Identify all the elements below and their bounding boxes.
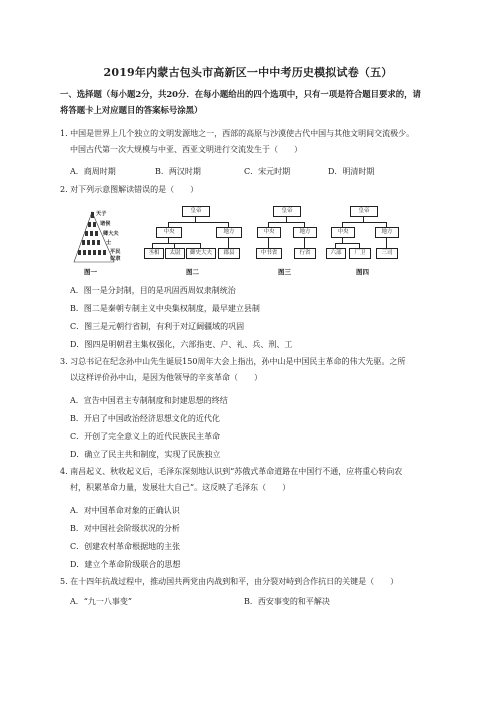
fig3-province: 行省 (294, 248, 316, 259)
figure-4-caption: 图四 (356, 268, 369, 276)
question-4-option-b: B．对中国社会阶级状况的分析 (70, 524, 180, 533)
fig4-three-offices: 三司 (376, 248, 398, 259)
question-1-option-d: D．明清时期 (328, 167, 375, 176)
fig2-central: 中央 (156, 227, 182, 238)
question-3 (60, 354, 450, 386)
question-1-option-b: B．两汉时期 (155, 167, 201, 176)
fig3-secretariat: 中书省 (256, 248, 282, 259)
question-4-stem-line1: 4. 南昌起义、秋收起义后，毛泽东深刻地认识到“苏俄式革命道路在中国行不通，应将重心转向农 (60, 467, 403, 476)
figure-1-feudal-pyramid (70, 206, 140, 278)
question-3-stem-line1: 3. 习总书记在纪念孙中山先生诞辰150周年大会上指出，孙中山是中国民主革命的伟大先驱。之所 (60, 357, 406, 366)
question-3-option-b: B．开启了中国政治经济思想文化的近代化 (70, 414, 220, 423)
section-heading-line1: 一、选择题（每小题2分，共20分．在每小题给出的四个选项中，只有一项是符合题目要求的，请 (60, 89, 421, 99)
fig4-six-ministries: 六部 (326, 248, 346, 259)
section-heading-line2: 将答题卡上对应题目的答案标号涂黑） (60, 105, 203, 115)
question-5-stem: 5. 在十四年抗战过程中，推动国共两党由内战到和平，由分裂对峙到合作抗日的关键是（ ） (60, 577, 399, 586)
question-4-option-d: D．建立个革命阶级联合的思想 (70, 560, 181, 569)
fig3-local: 地方 (293, 227, 317, 238)
pyramid-level-6: 奴隶 (110, 256, 121, 262)
question-2-option-d: D．图四是明朝君主集权强化，六部指吏、户、礼、兵、刑、工 (70, 340, 293, 349)
fig4-factory-guard: 厂卫 (349, 248, 371, 259)
question-5-option-b: B．西安事变的和平解决 (244, 597, 330, 606)
question-4-option-c: C．创建农村革命根据地的主张 (70, 542, 181, 551)
question-4-stem-line2: 村，积累革命力量，发展壮大自己”。这反映了毛泽东（ ） (70, 483, 291, 492)
section-heading (60, 86, 450, 118)
question-5 (60, 574, 450, 590)
figure-4-ming-system (328, 206, 400, 278)
fig3-central: 中央 (257, 227, 281, 238)
pyramid-level-2: 诸侯 (100, 221, 111, 227)
question-4 (60, 464, 450, 496)
fig2-censor: 御史大夫 (186, 248, 216, 259)
pyramid-level-5: 平民 (110, 249, 121, 255)
fig4-emperor: 皇帝 (350, 206, 378, 217)
diagram-row (70, 206, 400, 278)
figure-3-yuan-system (256, 206, 318, 278)
figure-1-caption: 图一 (84, 268, 97, 276)
question-2-stem: 2. 对下列示意图解读错误的是（ ） (60, 185, 199, 194)
question-1 (60, 126, 450, 158)
page-title: 2019年内蒙古包头市高新区一中中考历史模拟试卷（五） (103, 66, 393, 79)
question-1-option-a: A．商周时期 (70, 167, 116, 176)
pyramid-level-4: 士 (106, 240, 112, 246)
fig2-chancellor: 丞相 (144, 248, 164, 259)
fig4-local: 地方 (375, 227, 399, 238)
figure-2-qin-system (146, 206, 246, 278)
question-3-option-c: C．开创了完全意义上的近代民族民主革命 (70, 432, 221, 441)
fig2-prefecture: 郡县 (218, 248, 240, 259)
fig2-local: 地方 (216, 227, 242, 238)
question-1-option-c: C．宋元时期 (244, 167, 291, 176)
question-2-option-c: C．图三是元朝行省制，有利于对辽阔疆域的巩固 (70, 322, 245, 331)
fig3-emperor: 皇帝 (273, 206, 301, 217)
question-3-option-d: D．确立了民主共和制度，实现了民族独立 (70, 450, 221, 459)
question-2-option-b: B．图二是秦朝专制主义中央集权制度，最早建立县制 (70, 304, 260, 313)
fig4-central: 中央 (331, 227, 355, 238)
fig2-taiwei: 太尉 (165, 248, 185, 259)
figure-3-caption: 图三 (278, 268, 291, 276)
question-3-stem-line2: 以这样评价孙中山，是因为他领导的辛亥革命（ ） (70, 373, 262, 382)
question-2 (60, 182, 450, 198)
question-4-option-a: A．对中国革命对象的正确认识 (70, 506, 180, 515)
pyramid-level-1: 天子 (96, 211, 107, 217)
fig2-emperor: 皇帝 (182, 206, 210, 217)
question-2-option-a: A．图一是分封制，目的是巩固西周奴隶制统治 (70, 286, 236, 295)
pyramid-level-3: 卿大夫 (103, 231, 119, 237)
question-1-stem-line2: 中国古代第一次大规模与中亚、西亚文明进行交流发生于（ ） (70, 145, 302, 154)
figure-2-caption: 图二 (186, 268, 199, 276)
question-1-stem-line1: 1. 中国是世界上几个独立的文明发源地之一，西部的高原与沙漠使古代中国与其他文明间交流极少。 (60, 129, 415, 138)
question-5-option-a: A．“九一八事变” (70, 597, 132, 606)
question-3-option-a: A．宣告中国君主专制制度和封建思想的终结 (70, 396, 228, 405)
